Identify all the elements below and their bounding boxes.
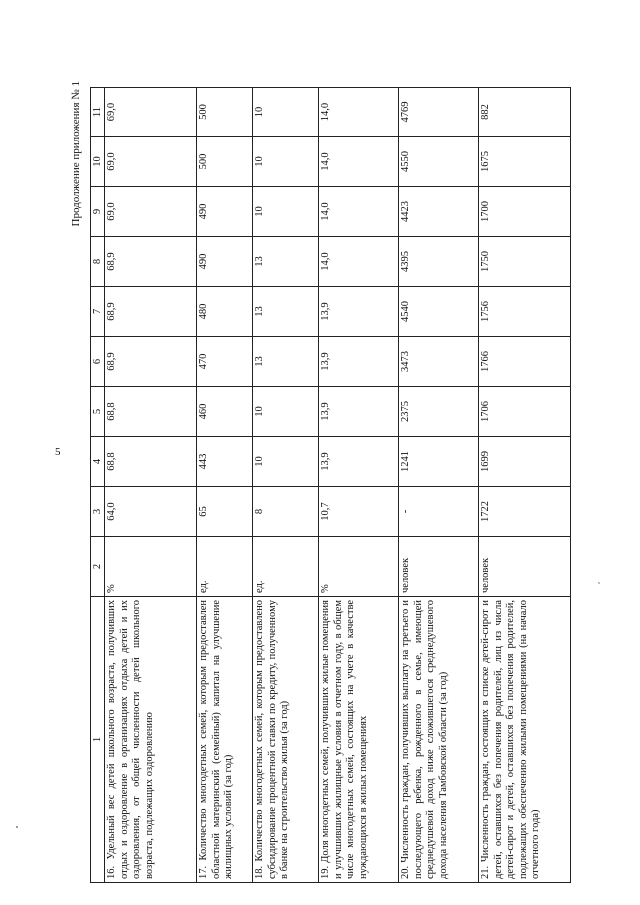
scan-speck bbox=[16, 826, 18, 828]
indicator-description: 20. Численность граждан, получивших выплату на третьего и последующего ребенка, рожденного в семье, имеющей среднедушевой доход ниже сложившегося среднедушевого дохода населения Тамбовской области (за год) bbox=[399, 597, 479, 883]
header-cell: 11 bbox=[91, 88, 105, 137]
value-cell: 68,9 bbox=[105, 237, 197, 287]
value-cell: 8 bbox=[253, 487, 319, 537]
header-cell: 3 bbox=[91, 487, 105, 537]
value-cell: 13,9 bbox=[319, 287, 399, 337]
value-cell: 443 bbox=[197, 437, 253, 487]
table-row bbox=[319, 88, 399, 883]
value-cell: 4540 bbox=[399, 287, 479, 337]
table-row bbox=[105, 88, 197, 883]
value-cell: 68,8 bbox=[105, 437, 197, 487]
value-cell: 13 bbox=[253, 237, 319, 287]
value-cell: 64,0 bbox=[105, 487, 197, 537]
value-cell: 14,0 bbox=[319, 137, 399, 187]
value-cell: - bbox=[399, 487, 479, 537]
header-row bbox=[91, 88, 105, 883]
rotated-page-content bbox=[70, 63, 575, 883]
value-cell: 1706 bbox=[479, 387, 571, 437]
value-cell: 1699 bbox=[479, 437, 571, 487]
table-row bbox=[253, 88, 319, 883]
indicator-description: 17. Количество многодетных семей, которым предоставлен областной материнский (семейный) капитал на улучшение жилищных условий (за год) bbox=[197, 597, 253, 883]
value-cell: 2375 bbox=[399, 387, 479, 437]
value-cell: 1750 bbox=[479, 237, 571, 287]
value-cell: 10 bbox=[253, 88, 319, 137]
indicator-unit: ед. bbox=[253, 537, 319, 597]
indicators-table bbox=[90, 87, 571, 883]
value-cell: 14,0 bbox=[319, 88, 399, 137]
value-cell: 68,9 bbox=[105, 287, 197, 337]
table-row bbox=[479, 88, 571, 883]
header-cell: 10 bbox=[91, 137, 105, 187]
value-cell: 13,9 bbox=[319, 437, 399, 487]
indicator-unit: % bbox=[319, 537, 399, 597]
indicator-description: 18. Количество многодетных семей, которым предоставлено субсидирование процентной ставки по кредиту, полученному в банке на строительство жилья (за год) bbox=[253, 597, 319, 883]
value-cell: 480 bbox=[197, 287, 253, 337]
value-cell: 69,0 bbox=[105, 88, 197, 137]
value-cell: 69,0 bbox=[105, 137, 197, 187]
value-cell: 13 bbox=[253, 287, 319, 337]
value-cell: 10 bbox=[253, 437, 319, 487]
indicator-description: 16. Удельный вес детей школьного возраста, получивших отдых и оздоровление в организациях отдыха детей и их оздоровления, от общей численности детей школьного возраста, подлежащих оздоровлению bbox=[105, 597, 197, 883]
header-cell: 2 bbox=[91, 537, 105, 597]
value-cell: 10 bbox=[253, 137, 319, 187]
header-cell: 7 bbox=[91, 287, 105, 337]
indicator-unit: человек bbox=[479, 537, 571, 597]
header-cell: 1 bbox=[91, 597, 105, 883]
value-cell: 882 bbox=[479, 88, 571, 137]
value-cell: 65 bbox=[197, 487, 253, 537]
indicator-unit: ед. bbox=[197, 537, 253, 597]
value-cell: 69,0 bbox=[105, 187, 197, 237]
value-cell: 4550 bbox=[399, 137, 479, 187]
value-cell: 1241 bbox=[399, 437, 479, 487]
indicator-description: 19. Доля многодетных семей, получивших жилые помещения и улучшивших жилищные условия в отчетном году, в общем числе многодетных семей, состоящих на учете в качестве нуждающихся в жилых помещениях bbox=[319, 597, 399, 883]
value-cell: 13,9 bbox=[319, 387, 399, 437]
value-cell: 10 bbox=[253, 387, 319, 437]
value-cell: 470 bbox=[197, 337, 253, 387]
appendix-caption: Продолжение приложения № 1 bbox=[70, 81, 82, 227]
value-cell: 1766 bbox=[479, 337, 571, 387]
header-cell: 9 bbox=[91, 187, 105, 237]
header-cell: 4 bbox=[91, 437, 105, 487]
indicator-description: 21. Численность граждан, состоящих в списке детей-сирот и детей, оставшихся без попечения родителей, лиц из числа детей-сирот и детей, оставшихся без попечения родителей, подлежащих обеспечению жилыми помещениями (на начало отчетного года) bbox=[479, 597, 571, 883]
scan-speck bbox=[598, 582, 600, 584]
value-cell: 4423 bbox=[399, 187, 479, 237]
page-number: 5 bbox=[55, 446, 61, 458]
header-cell: 8 bbox=[91, 237, 105, 287]
value-cell: 4769 bbox=[399, 88, 479, 137]
value-cell: 490 bbox=[197, 237, 253, 287]
value-cell: 1700 bbox=[479, 187, 571, 237]
value-cell: 4395 bbox=[399, 237, 479, 287]
indicator-unit: % bbox=[105, 537, 197, 597]
table-row bbox=[197, 88, 253, 883]
value-cell: 14,0 bbox=[319, 237, 399, 287]
value-cell: 14,0 bbox=[319, 187, 399, 237]
value-cell: 68,9 bbox=[105, 337, 197, 387]
value-cell: 500 bbox=[197, 88, 253, 137]
value-cell: 460 bbox=[197, 387, 253, 437]
header-cell: 6 bbox=[91, 337, 105, 387]
header-cell: 5 bbox=[91, 387, 105, 437]
value-cell: 1722 bbox=[479, 487, 571, 537]
value-cell: 500 bbox=[197, 137, 253, 187]
value-cell: 13,9 bbox=[319, 337, 399, 387]
indicator-unit: человек bbox=[399, 537, 479, 597]
value-cell: 1756 bbox=[479, 287, 571, 337]
value-cell: 10 bbox=[253, 187, 319, 237]
value-cell: 10,7 bbox=[319, 487, 399, 537]
value-cell: 3473 bbox=[399, 337, 479, 387]
value-cell: 1675 bbox=[479, 137, 571, 187]
value-cell: 13 bbox=[253, 337, 319, 387]
table-row bbox=[399, 88, 479, 883]
value-cell: 490 bbox=[197, 187, 253, 237]
value-cell: 68,8 bbox=[105, 387, 197, 437]
